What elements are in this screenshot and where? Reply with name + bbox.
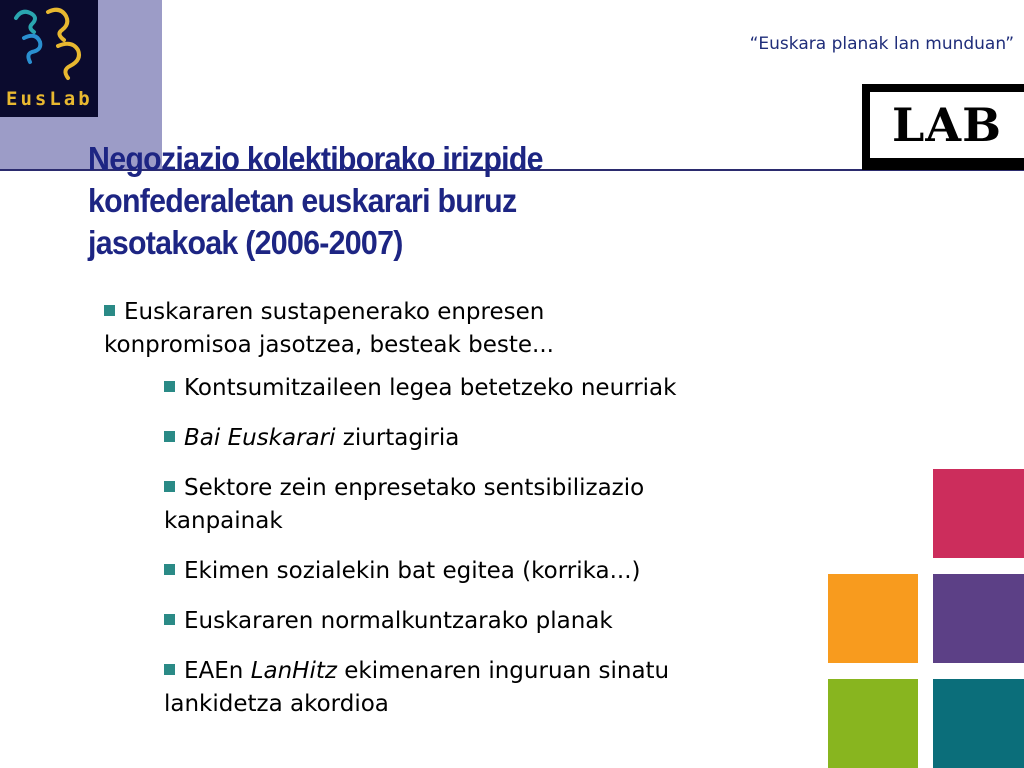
sub-bullet bbox=[164, 372, 784, 405]
sub-bullet-text: ziurtagiria bbox=[335, 425, 460, 451]
sub-bullet-text: Sektore zein enpresetako sentsibilizazio bbox=[184, 475, 645, 501]
lab-logo-frame bbox=[870, 92, 1024, 158]
euslab-logo bbox=[0, 0, 98, 117]
square-bullet-icon bbox=[164, 564, 175, 575]
square-bullet-icon bbox=[164, 381, 175, 392]
square-bullet-icon bbox=[164, 481, 175, 492]
decor-square-orange bbox=[828, 574, 918, 663]
square-bullet-icon bbox=[164, 614, 175, 625]
square-bullet-icon bbox=[104, 305, 115, 316]
header-subtitle: “Euskara planak lan munduan” bbox=[749, 34, 1014, 54]
sub-bullet-text: Kontsumitzaileen legea betetzeko neurriak bbox=[184, 375, 677, 401]
sub-bullet bbox=[164, 472, 784, 538]
sub-bullet-text: ekimenaren inguruan sinatu bbox=[336, 658, 670, 684]
sub-bullet-text: lankidetza akordioa bbox=[164, 691, 389, 717]
decor-square-teal bbox=[933, 679, 1024, 768]
sub-bullet-text: Ekimen sozialekin bat egitea (korrika...) bbox=[184, 558, 641, 584]
sub-bullet bbox=[164, 605, 784, 638]
euslab-logo-icon bbox=[8, 4, 90, 84]
sub-bullet-text: kanpainak bbox=[164, 508, 283, 534]
decor-square-pink bbox=[933, 469, 1024, 558]
title-line-1: Negoziazio kolektiborako irizpide bbox=[88, 140, 543, 177]
lead-bullet bbox=[104, 296, 784, 362]
sub-bullet-text-italic: LanHitz bbox=[250, 658, 337, 684]
decor-square-green bbox=[828, 679, 918, 768]
lab-logo-text: LAB bbox=[892, 98, 1002, 152]
decor-square-purple bbox=[933, 574, 1024, 663]
square-bullet-icon bbox=[164, 664, 175, 675]
slide-body bbox=[104, 296, 784, 738]
sub-bullet-text: Euskararen normalkuntzarako planak bbox=[184, 608, 613, 634]
slide-title bbox=[88, 138, 603, 264]
sub-bullet bbox=[164, 555, 784, 588]
euslab-logo-text: EusLab bbox=[6, 88, 93, 110]
sub-bullet bbox=[164, 655, 784, 721]
lab-logo bbox=[862, 84, 1024, 170]
lead-line-2: konpromisoa jasotzea, besteak beste... bbox=[104, 332, 554, 358]
sub-bullet-text: EAEn bbox=[184, 658, 251, 684]
sub-bullet bbox=[164, 422, 784, 455]
title-line-3: jasotakoak (2006-2007) bbox=[88, 224, 403, 261]
sub-bullet-text-italic: Bai Euskarari bbox=[184, 425, 336, 451]
title-line-2: konfederaletan euskarari buruz bbox=[88, 182, 517, 219]
square-bullet-icon bbox=[164, 431, 175, 442]
lead-line-1: Euskararen sustapenerako enpresen bbox=[124, 299, 545, 325]
